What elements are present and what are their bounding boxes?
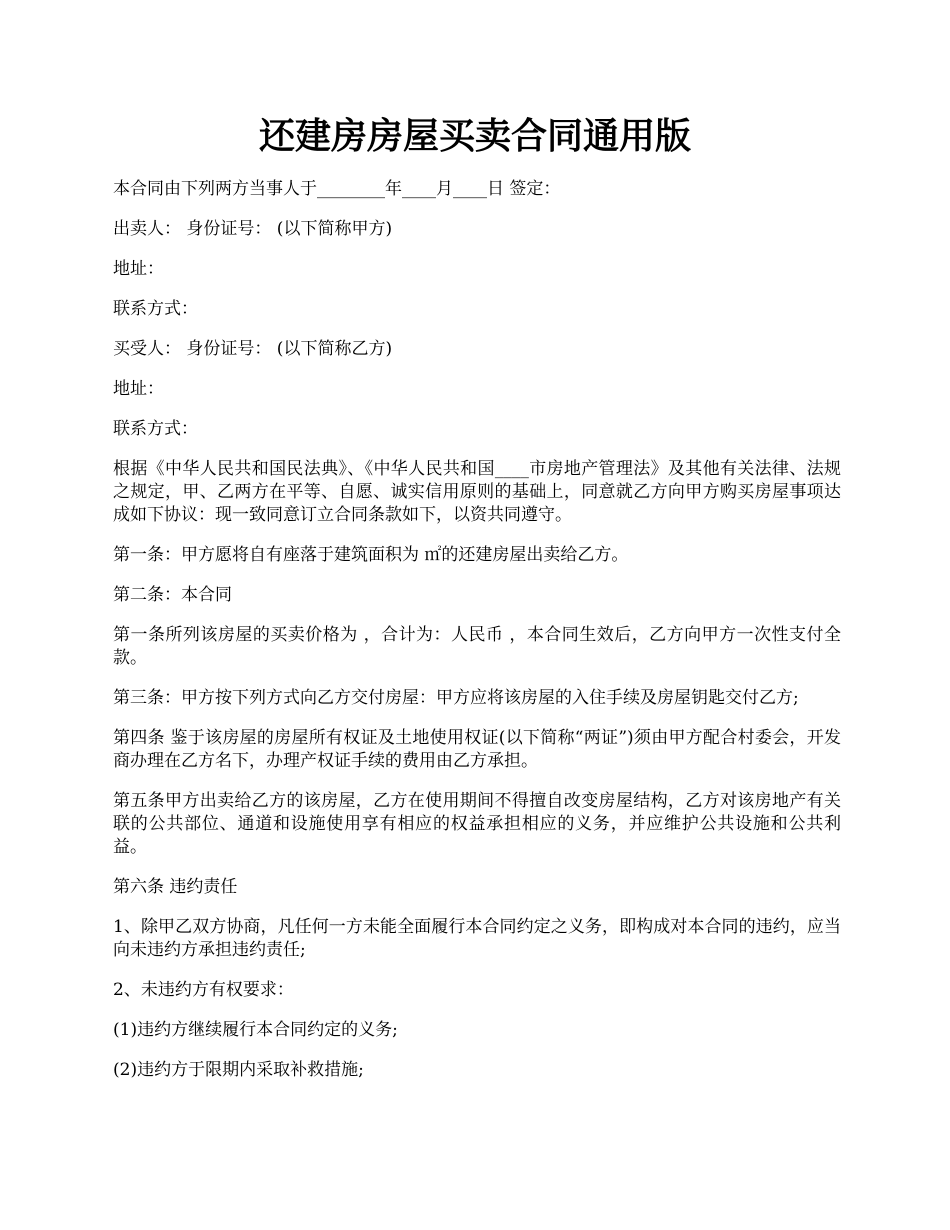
buyer-contact-line: 联系方式： — [113, 419, 198, 439]
preamble-paragraph: 根据《中华人民共和国民法典》、《中华人民共和国____市房地产管理法》及其他有关法律、法规之规定，甲、乙两方在平等、自愿、诚实信用原则的基础上，同意就乙方向甲方购买房屋事项达成如下协议：现一致同意订立合同条款如下，以资共同遵守。 — [113, 459, 841, 525]
document-title: 还建房房屋买卖合同通用版 — [258, 115, 691, 157]
seller-contact-line: 联系方式： — [113, 299, 198, 319]
article-6-clause-1: 1、除甲乙双方协商，凡任何一方未能全面履行本合同约定之义务，即构成对本合同的违约，应当向未违约方承担违约责任; — [113, 917, 841, 960]
article-4: 第四条 鉴于该房屋的房屋所有权证及土地使用权证(以下简称“两证”)须由甲方配合村委会，开发商办理在乙方名下，办理产权证手续的费用由乙方承担。 — [113, 728, 841, 771]
article-6-clause-2: 2、未违约方有权要求： — [113, 980, 294, 1000]
signing-date-line: 本合同由下列两方当事人于________年____月____日 签定： — [113, 179, 561, 199]
article-6-heading: 第六条 违约责任 — [113, 877, 238, 897]
seller-line: 出卖人： 身份证号： (以下简称甲方) — [113, 219, 393, 239]
article-2-price: 第一条所列该房屋的买卖价格为 ，合计为：人民币 ，本合同生效后，乙方向甲方一次性支付全款。 — [113, 625, 841, 668]
article-2-heading: 第二条：本合同 — [113, 585, 232, 605]
article-6-item-2: (2)违约方于限期内采取补救措施; — [113, 1060, 364, 1080]
seller-address-line: 地址： — [113, 259, 164, 279]
buyer-address-line: 地址： — [113, 379, 164, 399]
article-6-item-1: (1)违约方继续履行本合同约定的义务; — [113, 1020, 398, 1040]
document-body — [113, 178, 841, 1099]
article-5: 第五条甲方出卖给乙方的该房屋，乙方在使用期间不得擅自改变房屋结构，乙方对该房地产有关联的公共部位、通道和设施使用享有相应的权益承担相应的义务，并应维护公共设施和公共利益。 — [113, 791, 841, 857]
article-1: 第一条：甲方愿将自有座落于建筑面积为 ㎡的还建房屋出卖给乙方。 — [113, 545, 629, 565]
article-3: 第三条：甲方按下列方式向乙方交付房屋：甲方应将该房屋的入住手续及房屋钥匙交付乙方; — [113, 688, 799, 708]
buyer-line: 买受人： 身份证号： (以下简称乙方) — [113, 339, 393, 359]
